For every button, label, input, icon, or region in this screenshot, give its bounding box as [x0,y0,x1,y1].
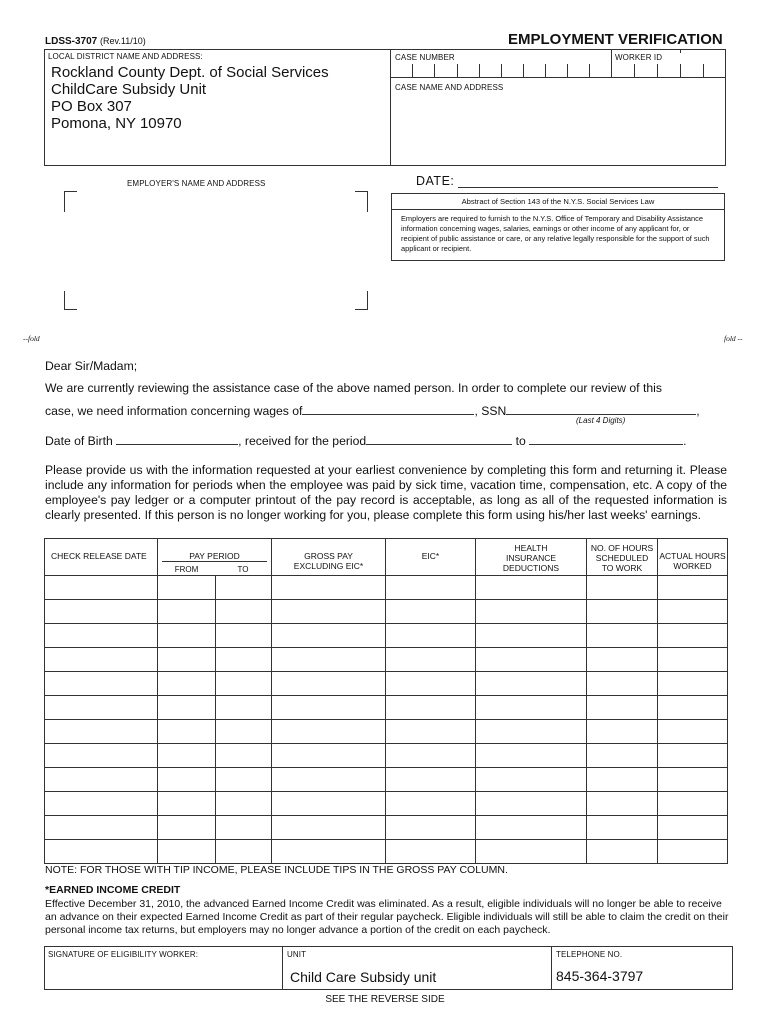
table-row [45,744,728,768]
cell-health-insurance[interactable] [476,720,587,744]
period-from-field[interactable] [366,444,512,445]
cell-gross-pay[interactable] [272,624,386,648]
abstract-title: Abstract of Section 143 of the N.Y.S. Social Services Law [461,197,655,206]
cell-check-release-date[interactable] [45,720,158,744]
page-title: EMPLOYMENT VERIFICATION [508,31,723,48]
cell-actual-hours[interactable] [658,624,728,648]
worker-id-label: WORKER ID [615,53,663,62]
table-row [45,816,728,840]
col-hours-scheduled: NO. OF HOURS SCHEDULED TO WORK [587,539,658,576]
cell-eic[interactable] [386,624,476,648]
dob-line: Date of Birth , received for the period to . [45,434,687,448]
cell-hours-scheduled[interactable] [587,840,658,864]
cell-actual-hours[interactable] [658,672,728,696]
cell-health-insurance[interactable] [476,648,587,672]
cell-pay-period-to[interactable] [215,744,272,768]
cell-check-release-date[interactable] [45,624,158,648]
cell-eic[interactable] [386,672,476,696]
cell-gross-pay[interactable] [272,600,386,624]
cell-eic[interactable] [386,696,476,720]
letter-line-1: We are currently reviewing the assistance case of the above named person. In order to complete our review of this [45,381,662,395]
cell-pay-period-from[interactable] [158,816,216,840]
cell-check-release-date[interactable] [45,792,158,816]
signature-label: SIGNATURE OF ELIGIBILITY WORKER: [48,950,199,959]
cell-pay-period-from[interactable] [158,576,216,600]
table-row [45,768,728,792]
cell-eic[interactable] [386,792,476,816]
col-gross-pay: GROSS PAY EXCLUDING EIC* [272,539,386,576]
cell-gross-pay[interactable] [272,792,386,816]
cell-pay-period-from[interactable] [158,720,216,744]
cell-hours-scheduled[interactable] [587,792,658,816]
unit-label: UNIT [287,950,307,959]
unit-value[interactable]: Child Care Subsidy unit [290,969,437,985]
cell-pay-period-to[interactable] [215,600,272,624]
table-row [45,792,728,816]
cell-actual-hours[interactable] [658,840,728,864]
cell-gross-pay[interactable] [272,744,386,768]
table-row [45,576,728,600]
table-row [45,696,728,720]
cell-hours-scheduled[interactable] [587,696,658,720]
col-health-insurance: HEALTH INSURANCE DEDUCTIONS [476,539,587,576]
table-row [45,600,728,624]
employer-address-area[interactable] [66,193,366,309]
form-number: LDSS-3707 [45,36,98,47]
col-pay-period: PAY PERIOD FROM TO [158,539,272,576]
period-label: , received for the period [238,434,367,448]
cell-check-release-date[interactable] [45,744,158,768]
to-label: to [515,434,526,448]
cell-pay-period-to[interactable] [215,672,272,696]
cell-pay-period-to[interactable] [215,840,272,864]
fold-mark-right: fold -- [724,334,743,343]
period-to-field[interactable] [529,444,683,445]
fold-mark-left: --fold [23,334,40,343]
cell-hours-scheduled[interactable] [587,768,658,792]
cell-actual-hours[interactable] [658,744,728,768]
cell-health-insurance[interactable] [476,696,587,720]
cell-eic[interactable] [386,768,476,792]
cell-pay-period-to[interactable] [215,648,272,672]
form-number-line [45,36,146,47]
cell-pay-period-from[interactable] [158,792,216,816]
cell-pay-period-to[interactable] [215,792,272,816]
cell-actual-hours[interactable] [658,696,728,720]
cell-pay-period-from[interactable] [158,696,216,720]
cell-health-insurance[interactable] [476,744,587,768]
cell-gross-pay[interactable] [272,840,386,864]
cell-actual-hours[interactable] [658,768,728,792]
cell-check-release-date[interactable] [45,840,158,864]
abstract-text: Employers are required to furnish to the N.Y.S. Office of Temporary and Disability Assistance information concerning wages, salaries, earnings or other income of any applicant for, or recipient of public assistance or care, or any relative legally responsible for the support of such applicant or recipient. [401,214,710,253]
cell-actual-hours[interactable] [658,648,728,672]
table-row [45,840,728,864]
cell-actual-hours[interactable] [658,792,728,816]
cell-hours-scheduled[interactable] [587,672,658,696]
cell-pay-period-from[interactable] [158,768,216,792]
table-row [45,648,728,672]
case-name-address-label: CASE NAME AND ADDRESS [395,83,504,92]
cell-hours-scheduled[interactable] [587,816,658,840]
cell-pay-period-to[interactable] [215,624,272,648]
case-number-label: CASE NUMBER [395,53,455,62]
cell-pay-period-from[interactable] [158,840,216,864]
cell-eic[interactable] [386,720,476,744]
cell-check-release-date[interactable] [45,816,158,840]
cell-health-insurance[interactable] [476,600,587,624]
cell-eic[interactable] [386,600,476,624]
eic-heading: *EARNED INCOME CREDIT [45,884,181,896]
eic-text: Effective December 31, 2010, the advanced Earned Income Credit was eliminated. As a result, eligible individuals will no longer be able to receive an advance on their expected Earned Income Credit as part of their regular paycheck. Eligible individuals will still be able to claim the credit on their personal income tax returns, but employers may no longer advance a portion of the credit on each paycheck. [45,898,729,936]
cell-check-release-date[interactable] [45,696,158,720]
instructions-paragraph: Please provide us with the information requested at your earliest convenience by completing this form and returning it. Please include any information for periods when the employee was paid by sick time, vacation time, compensation, etc. A copy of the employee's pay ledger or a computer printout of the pay record is acceptable, as long as all of the requested information is clearly presented. If this person is no longer working for you, please complete this form using his/her last weeks' earnings. [45,463,727,522]
cell-gross-pay[interactable] [272,696,386,720]
cell-hours-scheduled[interactable] [587,624,658,648]
district-label: LOCAL DISTRICT NAME AND ADDRESS: [48,52,203,61]
employee-name-field[interactable] [302,414,474,415]
cell-actual-hours[interactable] [658,576,728,600]
cell-pay-period-to[interactable] [215,576,272,600]
cell-actual-hours[interactable] [658,720,728,744]
ssn-field[interactable] [506,414,696,415]
cell-check-release-date[interactable] [45,672,158,696]
cell-health-insurance[interactable] [476,624,587,648]
table-row [45,624,728,648]
cell-check-release-date[interactable] [45,600,158,624]
date-label: DATE: [416,174,455,188]
ssn-prefix: , SSN [474,404,507,418]
cell-health-insurance[interactable] [476,840,587,864]
telephone-label: TELEPHONE NO. [556,950,623,959]
cell-actual-hours[interactable] [658,600,728,624]
see-reverse-side: SEE THE REVERSE SIDE [325,994,445,1005]
cell-gross-pay[interactable] [272,648,386,672]
cell-eic[interactable] [386,840,476,864]
dob-label: Date of Birth [45,434,113,448]
cell-hours-scheduled[interactable] [587,600,658,624]
cell-check-release-date[interactable] [45,648,158,672]
form-revision: (Rev.11/10) [100,36,146,46]
date-field[interactable] [458,187,718,188]
cell-pay-period-from[interactable] [158,624,216,648]
district-line-2: ChildCare Subsidy Unit [51,81,207,98]
col-check-release-date: CHECK RELEASE DATE [45,539,158,576]
dob-field[interactable] [116,444,238,445]
cell-check-release-date[interactable] [45,768,158,792]
cell-pay-period-to[interactable] [215,696,272,720]
cell-pay-period-to[interactable] [215,768,272,792]
telephone-value[interactable]: 845-364-3797 [556,968,644,984]
cell-eic[interactable] [386,648,476,672]
cell-health-insurance[interactable] [476,672,587,696]
table-row [45,672,728,696]
col-actual-hours: ACTUAL HOURS WORKED [658,539,728,576]
cell-health-insurance[interactable] [476,816,587,840]
wages-prefix: case, we need information concerning wages of [45,404,303,418]
col-eic: EIC* [386,539,476,576]
cell-hours-scheduled[interactable] [587,720,658,744]
cell-check-release-date[interactable] [45,576,158,600]
salutation: Dear Sir/Madam; [45,359,138,373]
district-line-3: PO Box 307 [51,98,132,115]
cell-health-insurance[interactable] [476,576,587,600]
cell-eic[interactable] [386,816,476,840]
district-address [51,64,329,132]
last4-hint: (Last 4 Digits) [576,416,626,425]
letter-line-2: case, we need information concerning wages of , SSN , [45,404,700,418]
col-from: FROM [174,565,199,574]
cell-hours-scheduled[interactable] [587,576,658,600]
cell-pay-period-from[interactable] [158,744,216,768]
cell-health-insurance[interactable] [476,792,587,816]
cell-gross-pay[interactable] [272,768,386,792]
earnings-table [44,538,728,864]
district-line-4: Pomona, NY 10970 [51,115,182,132]
cell-pay-period-from[interactable] [158,648,216,672]
cell-hours-scheduled[interactable] [587,648,658,672]
cell-gross-pay[interactable] [272,720,386,744]
cell-gross-pay[interactable] [272,576,386,600]
cell-pay-period-to[interactable] [215,720,272,744]
cell-health-insurance[interactable] [476,768,587,792]
district-line-1: Rockland County Dept. of Social Services [51,64,329,81]
col-to: TO [237,565,249,574]
cell-gross-pay[interactable] [272,816,386,840]
tip-income-note: NOTE: FOR THOSE WITH TIP INCOME, PLEASE INCLUDE TIPS IN THE GROSS PAY COLUMN. [45,864,508,876]
signature-field[interactable] [46,962,280,988]
cell-pay-period-from[interactable] [158,600,216,624]
cell-eic[interactable] [386,576,476,600]
cell-pay-period-from[interactable] [158,672,216,696]
cell-hours-scheduled[interactable] [587,744,658,768]
cell-pay-period-to[interactable] [215,816,272,840]
table-row [45,720,728,744]
cell-actual-hours[interactable] [658,816,728,840]
employer-label: EMPLOYER'S NAME AND ADDRESS [127,179,266,188]
cell-eic[interactable] [386,744,476,768]
cell-gross-pay[interactable] [272,672,386,696]
